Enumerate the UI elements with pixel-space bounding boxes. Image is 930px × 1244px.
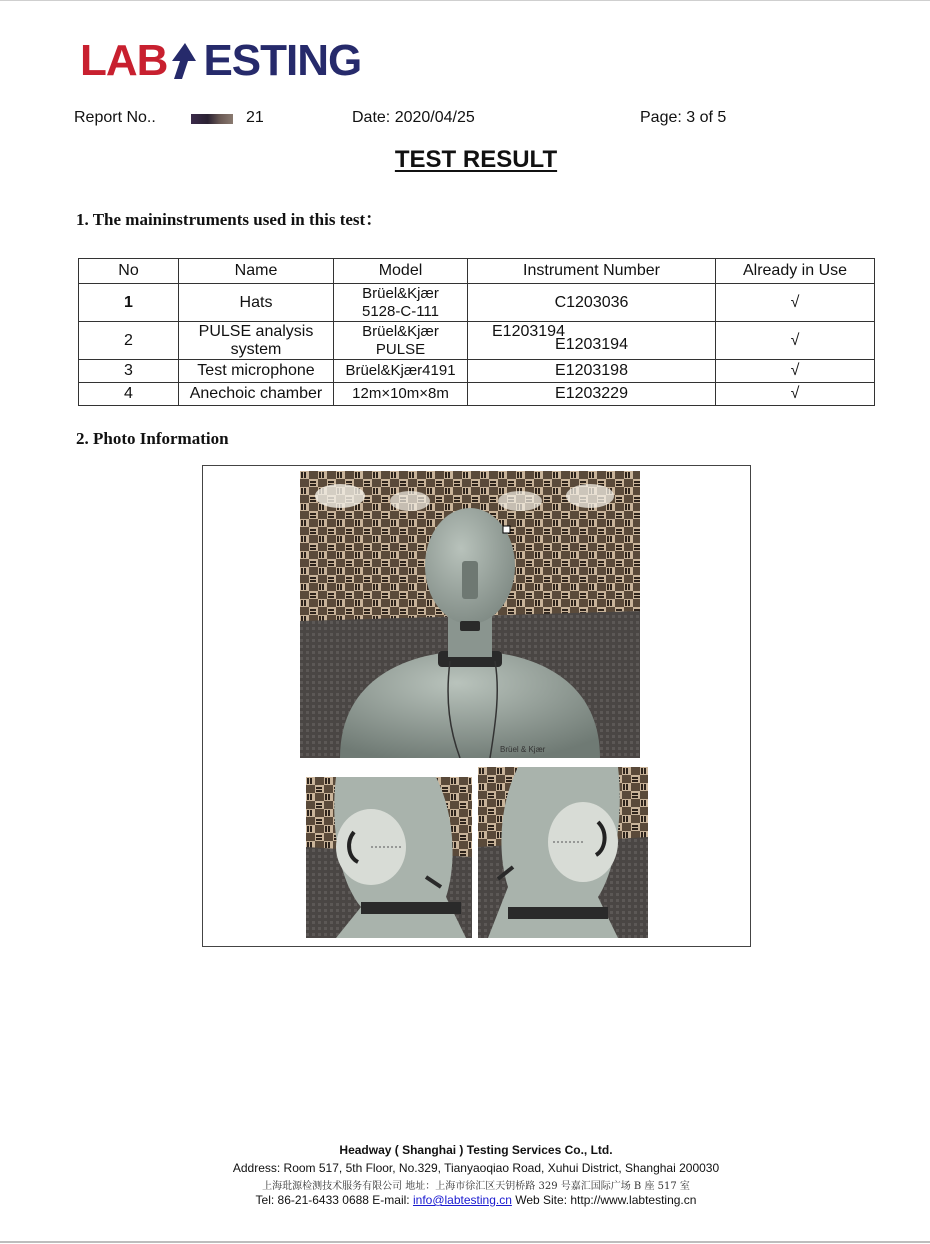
cell-instrument-number: E1203198	[468, 360, 716, 383]
footer-tel: Tel: 86-21-6433 0688 E-mail:	[255, 1193, 413, 1207]
labtesting-logo	[80, 38, 361, 84]
section-heading-instruments: 1. The maininstruments used in this test：	[76, 210, 383, 229]
footer-company: Headway ( Shanghai ) Testing Services Co., Ltd.	[339, 1143, 613, 1157]
column-header-already-in-use: Already in Use	[716, 259, 875, 284]
logo-text-esting: ESTING	[203, 36, 362, 85]
footer-contact	[0, 1193, 930, 1207]
table-row	[79, 360, 875, 383]
model-line: Brüel&Kjær	[362, 322, 439, 340]
instrument-number-value: E1203194	[555, 335, 628, 353]
cell-no: 2	[79, 322, 179, 360]
table-row	[79, 284, 875, 322]
report-number-suffix: 21	[246, 109, 264, 126]
model-line: 5128-C-111	[362, 302, 439, 320]
cell-model	[334, 322, 468, 360]
model-line: PULSE	[375, 340, 426, 358]
cell-no: 1	[79, 284, 179, 322]
cell-name: Anechoic chamber	[179, 383, 334, 406]
cell-instrument-number	[468, 322, 716, 360]
page-title: TEST RESULT	[394, 146, 558, 173]
redacted-report-number	[191, 114, 233, 124]
cell-model	[334, 284, 468, 322]
cell-name	[179, 322, 334, 360]
footer-address-cn: 上海玭源检测技术服务有限公司 地址：上海市徐汇区天钥桥路 329 号嘉汇国际广场 B 座 517 室	[262, 1181, 690, 1192]
photo-frame	[202, 465, 751, 947]
email-link[interactable]: info@labtesting.cn	[412, 1193, 512, 1207]
name-line: PULSE analysis	[198, 322, 314, 340]
footer-web: Web Site: http://www.labtesting.cn	[511, 1193, 697, 1207]
column-header-model: Model	[334, 259, 468, 284]
photo-brand-label: Brüel & Kjær	[500, 745, 546, 754]
model-line: Brüel&Kjær	[362, 284, 439, 302]
top-border	[0, 0, 930, 1]
cell-instrument-number: C1203036	[468, 284, 716, 322]
cell-no: 3	[79, 360, 179, 383]
cell-instrument-number: E1203229	[468, 383, 716, 406]
cell-in-use: √	[716, 383, 875, 406]
report-number-label: Report No..	[74, 109, 156, 126]
report-date: Date: 2020/04/25	[352, 109, 475, 126]
cell-name: Test microphone	[179, 360, 334, 383]
section-heading-photos: 2. Photo Information	[76, 429, 229, 448]
logo-text-lab: LAB	[80, 36, 168, 85]
footer-address: Address: Room 517, 5th Floor, No.329, Tianyaoqiao Road, Xuhui District, Shanghai 200030	[232, 1161, 720, 1175]
table-row	[79, 383, 875, 406]
table-header-row	[79, 259, 875, 284]
cell-in-use: √	[716, 322, 875, 360]
logo-arrow-icon	[168, 41, 202, 81]
table-row	[79, 322, 875, 360]
cell-model: 12m×10m×8m	[334, 383, 468, 406]
column-header-name: Name	[179, 259, 334, 284]
cell-in-use: √	[716, 284, 875, 322]
photo-hats-left-ear	[306, 777, 472, 938]
name-line: system	[230, 340, 282, 358]
cell-model: Brüel&Kjær4191	[334, 360, 468, 383]
cell-in-use: √	[716, 360, 875, 383]
instrument-number-overlay: E1203194	[492, 323, 565, 340]
cell-no: 4	[79, 383, 179, 406]
bottom-border	[0, 1241, 930, 1243]
photo-hats-right-ear	[478, 767, 648, 938]
cell-name: Hats	[179, 284, 334, 322]
page-indicator: Page: 3 of 5	[640, 109, 727, 126]
instruments-table	[78, 258, 875, 406]
photo-hats-front	[300, 471, 640, 758]
column-header-no: No	[79, 259, 179, 284]
column-header-instrument-number: Instrument Number	[468, 259, 716, 284]
